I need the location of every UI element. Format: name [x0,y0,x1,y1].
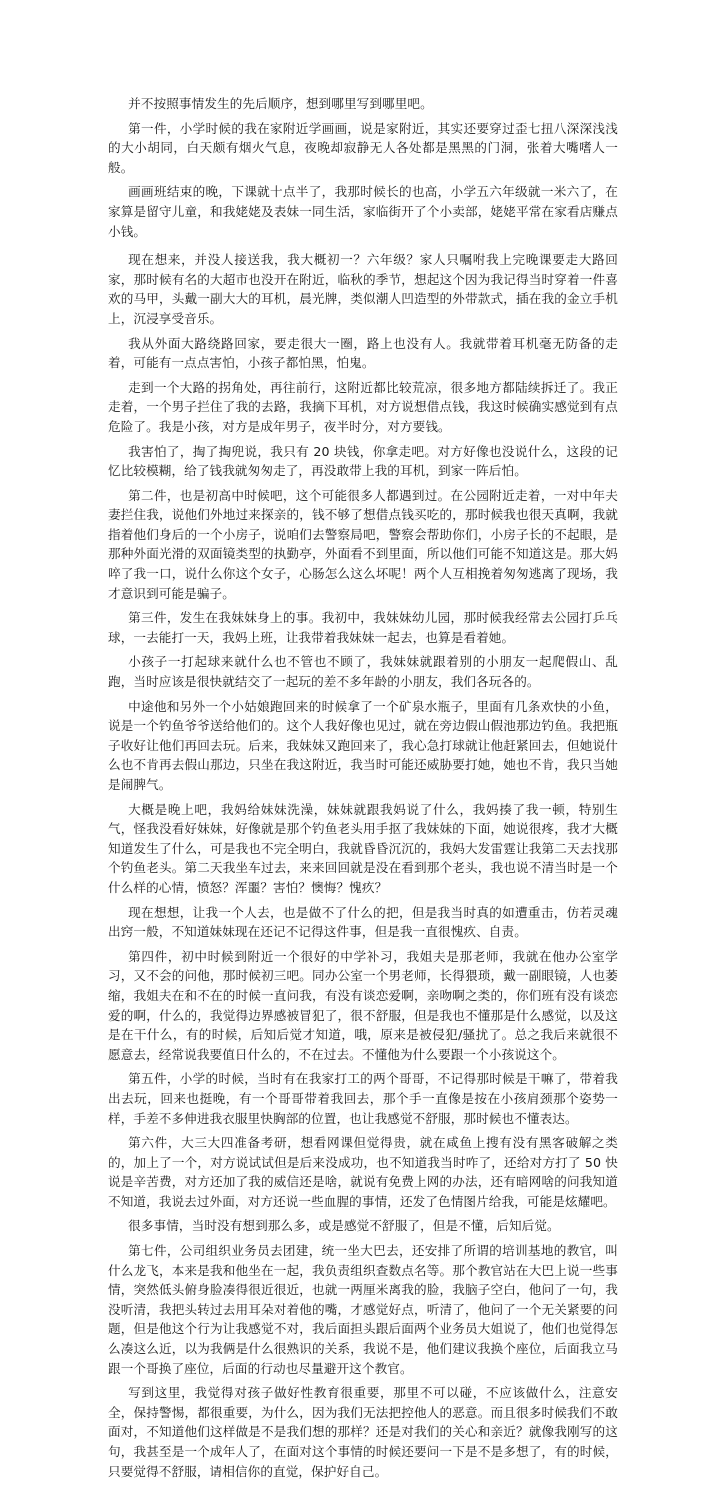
paragraph-event-5: 第五件，小学的时候，当时有在我家打工的两个哥哥，不记得那时候是干嘛了，带着我出去玩，回来也挺晚，有一个哥哥带着我回去，那个手一直像是按在小孩肩颈那个姿势一样，手差不多伸进我衣服里快胸部的位置，也让我感觉不舒服，那时候也不懂表达。 [108,1071,618,1126]
paragraph-event-3-reflection: 现在想想，让我一个人去，也是做不了什么的把，但是我当时真的如遭重击，仿若灵魂出窍一般，不知道妹妹现在还记不记得这件事，但是我一直很愧疚、自责。 [108,904,618,940]
paragraph-event-1-class: 画画班结束的晚，下课就十点半了，我那时候长的也高，小学五六年级就一米六了，在家算是留守儿童，和我姥姥及表妹一同生活，家临街开了个小卖部，姥姥平常在家看店赚点小钱。 [108,184,618,239]
paragraph-event-2: 第二件，也是初高中时候吧，这个可能很多人都遇到过。在公园附近走着，一对中年夫妻拦住我，说他们外地过来探亲的，钱不够了想借点钱买吃的，那时候我也很天真啊，我就指着他们身后的一个小房子，说咱们去警察局吧，警察会帮助你们，小房子长的不起眼，是那种外面光滑的双面镜类型的执勤亭，外面看不到里面，所以他们可能不知道这是。那大妈啐了我一口，说什么你这个女子，心肠怎么这么坏呢！两个人互相挽着匆匆逃离了现场，我才意识到可能是骗子。 [108,487,618,601]
paragraph-intro: 并不按照事情发生的先后顺序，想到哪里写到哪里吧。 [128,96,433,111]
paragraph-event-4: 第四件，初中时候到附近一个很好的中学补习，我姐夫是那老师，我就在他办公室学习，又不会的问他，那时候初三吧。同办公室一个男老师，长得猥琐，戴一副眼镜，人也萎缩，我姐夫在和不在的时候一直问我，有没有谈恋爱啊，亲吻啊之类的，你们班有没有谈恋爱的啊，什么的，我觉得边界感被冒犯了，很不舒服，但是我也不懂那是什么感觉，以及这是在干什么，有的时候，后知后觉才知道，哦，原来是被侵犯/骚扰了。总之我后来就很不愿意去，经常说我要值日什么的，不在过去。不懂他为什么要跟一个小孩说这个。 [108,948,618,1062]
paragraph-event-6: 第六件，大三大四准备考研，想看网课但觉得贵，就在咸鱼上搜有没有黑客破解之类的，加上了一个，对方说试试但是后来没成功，也不知道我当时咋了，还给对方打了 50 快说是辛苦费，对方还加了我的威信还是啥，就说有免费上网的办法，还有暗网啥的问我知道不知道，我说去过外面，对方还说一些血腥的事情，还发了色情图片给我，可能是炫耀吧。 [108,1135,618,1209]
paragraph-event-3-night: 大概是晚上吧，我妈给妹妹洗澡，妹妹就跟我妈说了什么，我妈揍了我一顿，特别生气，怪我没看好妹妹，好像就是那个钓鱼老头用手抠了我妹妹的下面，她说很疼，我才大概知道发生了什么，可是我也不完全明白，我就昏昏沉沉的，我妈大发雷霆让我第二天去找那个钓鱼老头。第二天我坐车过去，来来回回就是没在看到那个老头，我也说不清当时是一个什么样的心情，愤怒？浑噩？害怕？懊悔？愧疚？ [108,801,618,895]
paragraph-event-3-fish: 中途他和另外一个小姑娘跑回来的时候拿了一个矿泉水瓶子，里面有几条欢快的小鱼，说是一个钓鱼爷爷送给他们的。这个人我好像也见过，就在旁边假山假池那边钓鱼。我把瓶子收好让他们再回去玩。后来，我妹妹又跑回来了，我心急打球就让他赶紧回去，但她说什么也不肯再去假山那边，只坐在我这附近，我当时可能还威胁要打她，她也不肯，我只当她是闹脾气。 [108,698,618,792]
paragraph-event-3-play: 小孩子一打起球来就什么也不管也不顾了，我妹妹就跟着别的小朋友一起爬假山、乱跑，当时应该是很快就结交了一起玩的差不多年龄的小朋友，我们各玩各的。 [108,654,618,690]
paragraph-event-1-route: 我从外面大路绕路回家，要走很大一圈，路上也没有人。我就带着耳机毫无防备的走着，可能有一点点害怕，小孩子都怕黑，怕鬼。 [108,335,618,371]
paragraph-event-7: 第七件，公司组织业务员去团建，统一坐大巴去，还安排了所谓的培训基地的教官，叫什么龙飞，本来是我和他坐在一起，我负责组织查数点名等。那个教官站在大巴上说一些事情，突然低头俯身脸凑得很近很近，也就一两厘米离我的脸，我脑子空白，他问了一句，我没听清，我把头转过去用耳朵对着他的嘴，才感觉好点，听清了，他问了一个无关紧要的问题，但是他这个行为让我感觉不对，我后面担头跟后面两个业务员大姐说了，他们也觉得怎么凑这么近，以为我俩是什么很熟识的关系，我说不是，他们建议我换个座位，后面我立马跟一个哥换了座位，后面的行动也尽量避开这个教官。 [108,1243,618,1376]
article-body [108,94,618,1486]
paragraph-event-1-aftermath: 我害怕了，掏了掏兜说，我只有 20 块钱，你拿走吧。对方好像也没说什么，这段的记忆比较模糊，给了钱我就匆匆走了，再没敢带上我的耳机，到家一阵后怕。 [108,443,618,479]
paragraph-event-1: 第一件，小学时候的我在家附近学画画，说是家附近，其实还要穿过歪七扭八深深浅浅的大小胡同，白天颇有烟火气息，夜晚却寂静无人各处都是黑黑的门洞，张着大嘴嗜人一般。 [108,120,618,175]
paragraph-event-1-recall: 现在想来，并没人接送我，我大概初一？六年级？家人只嘱咐我上完晚课要走大路回家，那时候有名的大超市也没开在附近，临秋的季节，想起这个因为我记得当时穿着一件喜欢的马甲，头戴一副大大的耳机，晨光牌，类似潮人凹造型的外带款式，插在我的金立手机上，沉浸享受音乐。 [108,252,618,326]
paragraph-event-1-encounter: 走到一个大路的拐角处，再往前行，这附近都比较荒凉，很多地方都陆续拆迁了。我正走着，一个男子拦住了我的去路，我摘下耳机，对方说想借点钱，我这时候确实感觉到有点危险了。我是小孩，对方是成年男子，夜半时分，对方要钱。 [108,379,618,434]
paragraph-event-3: 第三件，发生在我妹妹身上的事。我初中，我妹妹幼儿园，那时候我经常去公园打乒乓球，一去能打一天，我妈上班，让我带着我妹妹一起去，也算是看着她。 [108,610,618,645]
paragraph-hindsight: 很多事情，当时没有想到那么多，或是感觉不舒服了，但是不懂，后知后觉。 [128,1218,560,1234]
paragraph-conclusion: 写到这里，我觉得对孩子做好性教育很重要，那里不可以碰，不应该做什么，注意安全，保持警惕，都很重要，为什么，因为我们无法把控他人的恶意。而且很多时候我们不敢面对，不知道他们这样做是不是我们想的那样？还是对我们的关心和亲近？就像我刚写的这句，我甚至是一个成年人了，在面对这个事情的时候还要问一下是不是多想了，有的时候，只要觉得不舒服，请相信你的直觉，保护好自己。 [108,1385,618,1479]
